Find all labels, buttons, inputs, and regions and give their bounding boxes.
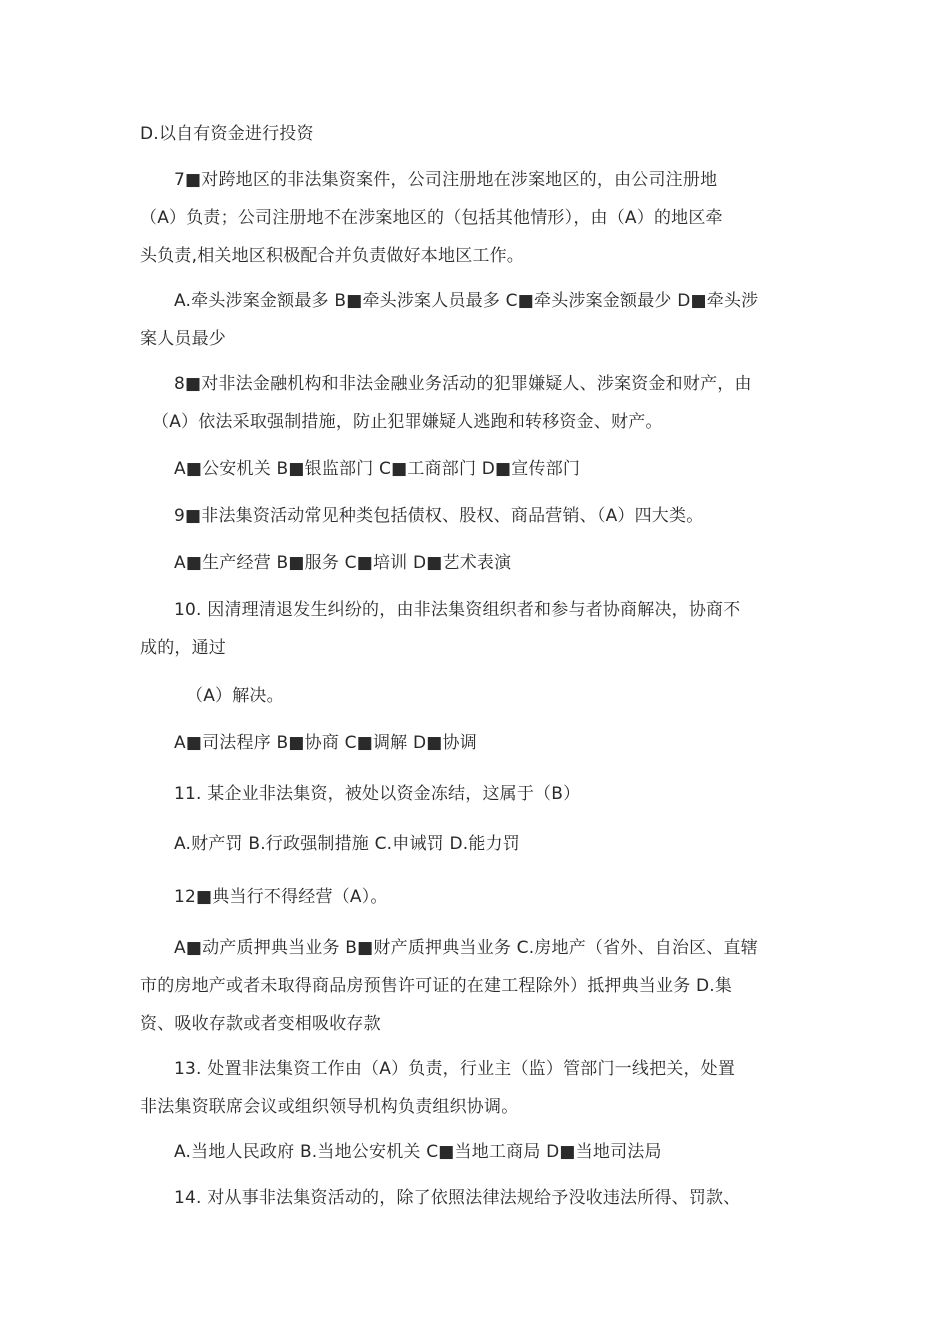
- text-line: 成的，通过: [140, 638, 226, 658]
- text-line: （A）负责；公司注册地不在涉案地区的（包括其他情形），由（A）的地区牵: [140, 208, 723, 228]
- question-7-options: A.牵头涉案金额最多 B■牵头涉案人员最多 C■牵头涉案金额最少 D■牵头涉: [174, 291, 759, 311]
- question-14-text: 14. 对从事非法集资活动的，除了依照法律法规给予没收违法所得、罚款、: [174, 1188, 741, 1208]
- question-12-options: A■动产质押典当业务 B■财产质押典当业务 C.房地产（省外、自治区、直辖: [174, 938, 758, 958]
- question-9-options: A■生产经营 B■服务 C■培训 D■艺术表演: [174, 553, 512, 573]
- question-13-text: 13. 处置非法集资工作由（A）负责，行业主（监）管部门一线把关，处置: [174, 1059, 736, 1079]
- text-line: 头负责,相关地区积极配合并负责做好本地区工作。: [140, 246, 525, 266]
- question-11-text: 11. 某企业非法集资，被处以资金冻结，这属于（B）: [174, 784, 581, 804]
- question-8-options: A■公安机关 B■银监部门 C■工商部门 D■宣传部门: [174, 459, 581, 479]
- question-12-text: 12■典当行不得经营（A）。: [174, 887, 388, 907]
- question-9-text: 9■非法集资活动常见种类包括债权、股权、商品营销、（A）四大类。: [174, 506, 704, 526]
- text-line: 资、吸收存款或者变相吸收存款: [140, 1014, 381, 1034]
- question-10-options: A■司法程序 B■协商 C■调解 D■协调: [174, 733, 477, 753]
- text-line: 市的房地产或者未取得商品房预售许可证的在建工程除外）抵押典当业务 D.集: [140, 976, 733, 996]
- question-13-options: A.当地人民政府 B.当地公安机关 C■当地工商局 D■当地司法局: [174, 1142, 662, 1162]
- text-line: （A）解决。: [186, 686, 284, 706]
- text-line: 案人员最少: [140, 329, 226, 349]
- question-10-text: 10. 因清理清退发生纠纷的，由非法集资组织者和参与者协商解决，协商不: [174, 600, 741, 620]
- text-line: （A）依法采取强制措施，防止犯罪嫌疑人逃跑和转移资金、财产。: [152, 412, 663, 432]
- text-line: D.以自有资金进行投资: [140, 124, 314, 144]
- question-11-options: A.财产罚 B.行政强制措施 C.申诫罚 D.能力罚: [174, 834, 520, 854]
- question-8-text: 8■对非法金融机构和非法金融业务活动的犯罪嫌疑人、涉案资金和财产，由: [174, 374, 752, 394]
- text-line: 非法集资联席会议或组织领导机构负责组织协调。: [140, 1097, 519, 1117]
- question-7-text: 7■对跨地区的非法集资案件，公司注册地在涉案地区的，由公司注册地: [174, 170, 718, 190]
